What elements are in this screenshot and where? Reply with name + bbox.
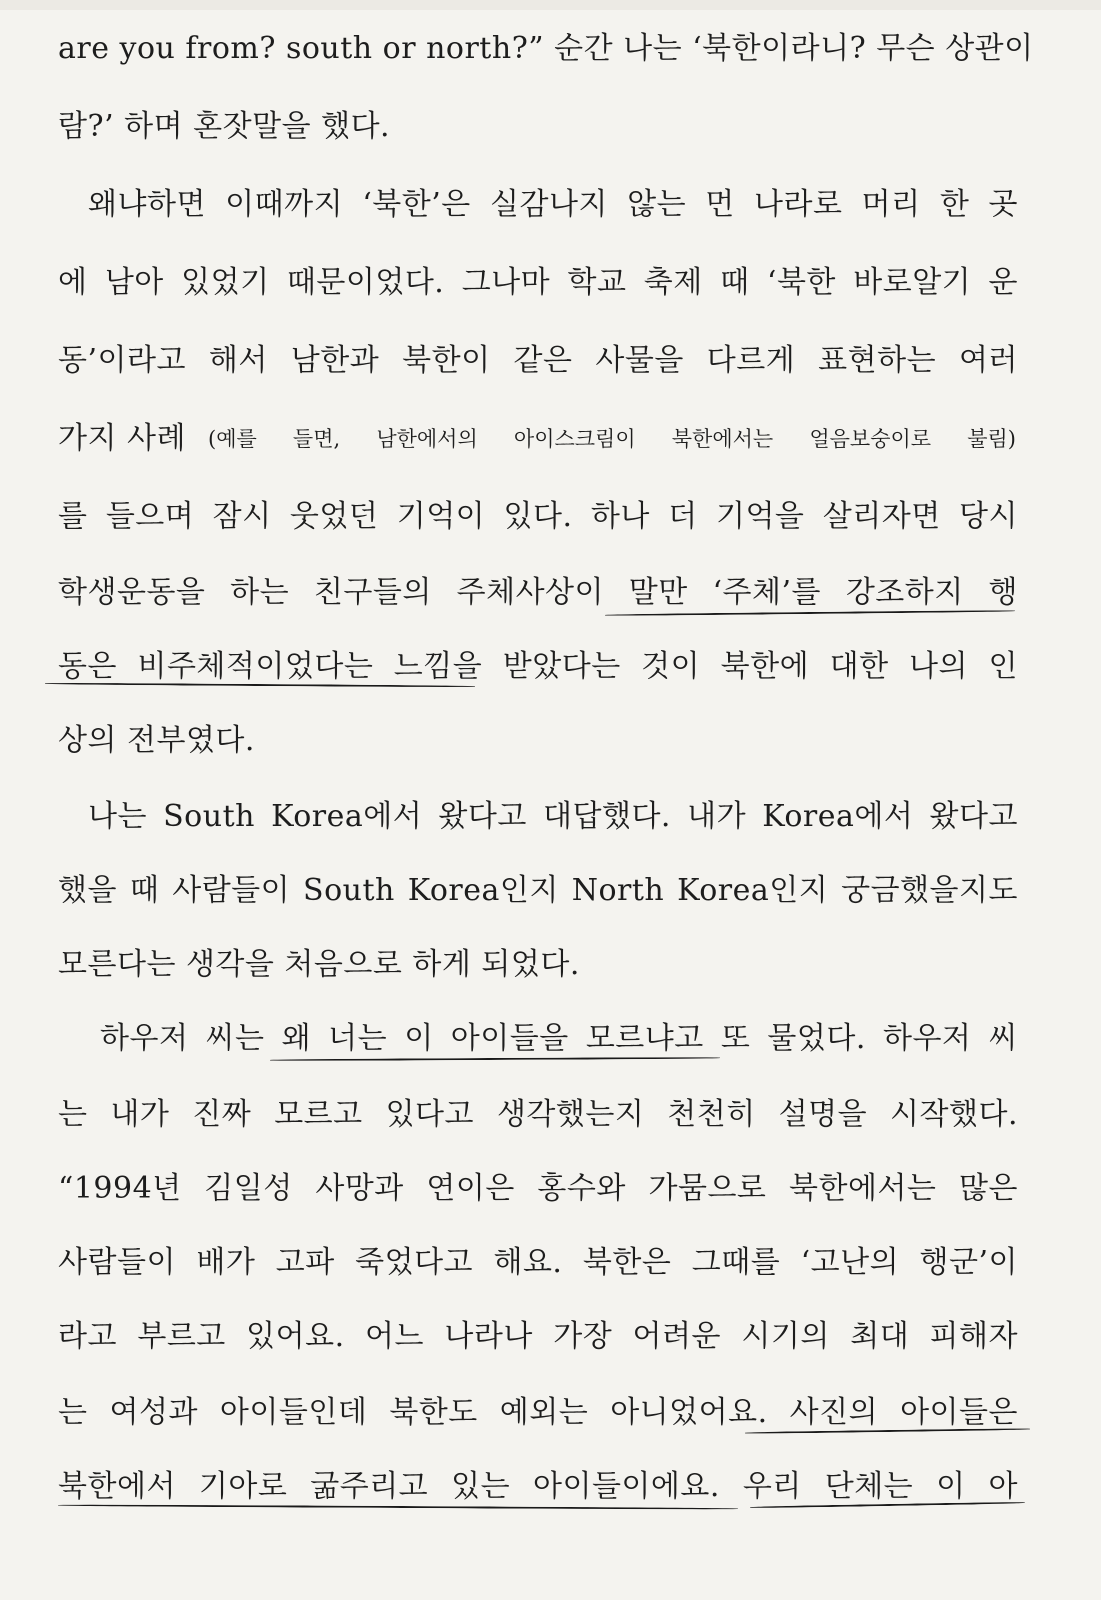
text-line-20: 북한에서 기아로 굶주리고 있는 아이들이에요. 우리 단체는 이 아 [58,1469,1018,1504]
text-line-13: 모른다는 생각을 처음으로 하게 되었다. [58,947,580,982]
text-line-1: are you from? south or north?” 순간 나는 ‘북한이라니? 무슨 상관이 [58,31,1034,66]
text-line-4: 에 남아 있었기 때문이었다. 그나마 학교 축제 때 ‘북한 바로알기 운 [58,265,1018,300]
text-line-5: 동’이라고 해서 남한과 북한이 같은 사물을 다르게 표현하는 여러 [58,343,1018,378]
text-line-9: 동은 비주체적이었다는 느낌을 받았다는 것이 북한에 대한 나의 인 [58,649,1018,684]
text-line-19: 는 여성과 아이들인데 북한도 예외는 아니었어요. 사진의 아이들은 [58,1395,1018,1430]
text-line-18: 라고 부르고 있어요. 어느 나라나 가장 어려운 시기의 최대 피해자 [58,1319,1018,1354]
text-line-14: 하우저 씨는 왜 너는 이 아이들을 모르냐고 또 물었다. 하우저 씨 [100,1021,1018,1056]
page-top-edge [0,0,1101,10]
text-line-2: 람?’ 하며 혼잣말을 했다. [58,109,391,144]
text-line-17: 사람들이 배가 고파 죽었다고 해요. 북한은 그때를 ‘고난의 행군’이 [58,1245,1018,1280]
text-line-16: “1994년 김일성 사망과 연이은 홍수와 가뭄으로 북한에서는 많은 [58,1171,1018,1206]
text-line-6b-parenthetical: (예를 들면, 남한에서의 아이스크림이 북한에서는 얼음보숭이로 불림) [208,427,1016,451]
text-line-12: 했을 때 사람들이 South Korea인지 North Korea인지 궁금했을지도 [58,873,1018,908]
text-line-15: 는 내가 진짜 모르고 있다고 생각했는지 천천히 설명을 시작했다. [58,1097,1018,1132]
text-line-7: 를 들으며 잠시 웃었던 기억이 있다. 하나 더 기억을 살리자면 당시 [58,499,1018,534]
text-line-8: 학생운동을 하는 친구들의 주체사상이 말만 ‘주체’를 강조하지 행 [58,575,1018,610]
text-line-10: 상의 전부였다. [58,723,255,758]
text-line-3: 왜냐하면 이때까지 ‘북한’은 실감나지 않는 먼 나라로 머리 한 곳 [88,187,1018,222]
text-line-11: 나는 South Korea에서 왔다고 대답했다. 내가 Korea에서 왔다고 [88,799,1018,834]
text-line-6a: 가지 사례 [58,421,186,456]
